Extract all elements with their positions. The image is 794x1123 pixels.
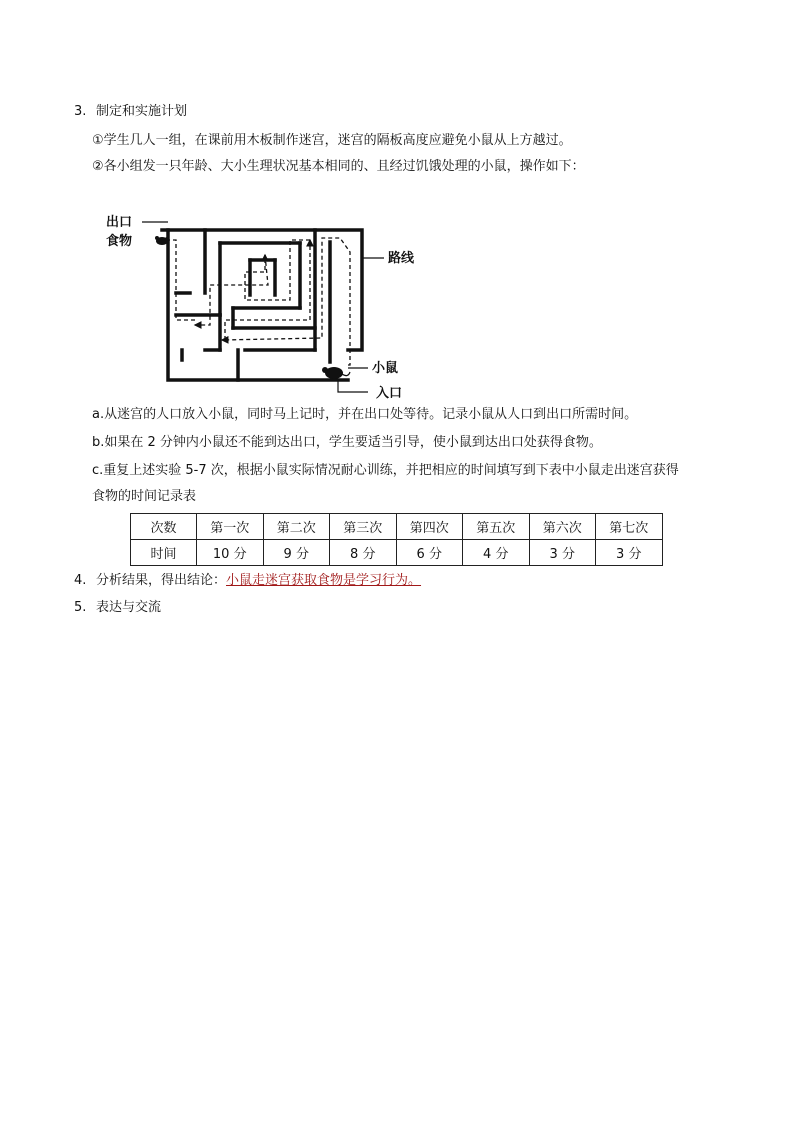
table-cell: 第四次 [396,514,463,540]
operation-c-text-line1: c.重复上述实验 5-7 次，根据小鼠实际情况耐心训练，并把相应的时间填写到下表中小鼠走出迷宫获得 [92,463,679,478]
table-cell: 第三次 [330,514,397,540]
conclusion-text: 小鼠走迷宫获取食物是学习行为。 [226,573,422,588]
section-3-number: 3. [74,104,87,119]
table-cell: 6 分 [396,540,463,566]
section-5-number: 5. [74,600,87,615]
maze-entrance-label: 入口 [376,386,403,400]
table-row [131,540,663,566]
maze-walls [162,230,362,380]
maze-route-path [162,238,350,365]
section-4-text: 分析结果，得出结论： [96,573,227,588]
operation-b-text: b.如果在 2 分钟内小鼠还不能到达出口，学生要适当引导，使小鼠到达出口处获得食物。 [92,435,602,450]
table-row [131,514,663,540]
section-5-title: 表达与交流 [96,600,162,615]
table-cell: 次数 [131,514,197,540]
table-cell: 8 分 [330,540,397,566]
maze-food-label: 食物 [106,234,133,249]
table-cell: 3 分 [529,540,596,566]
table-cell: 3 分 [596,540,663,566]
table-cell: 9 分 [263,540,330,566]
food-icon [155,236,168,245]
table-cell: 时间 [131,540,197,566]
step-2-text: ②各小组发一只年龄、大小生理状况基本相同的、且经过饥饿处理的小鼠，操作如下： [92,159,585,174]
maze-route-label: 路线 [388,251,415,266]
time-record-table [130,513,663,566]
section-3-heading [74,102,187,122]
operation-c-text-line2: 食物的时间记录表 [92,489,197,504]
table-cell: 第七次 [596,514,663,540]
section-4-number: 4. [74,573,87,588]
table-cell: 第一次 [197,514,264,540]
operation-a-text: a.从迷宫的人口放入小鼠，同时马上记时，并在出口处等待。记录小鼠从人口到出口所需时间。 [92,407,638,422]
maze-mouse-label: 小鼠 [372,361,399,376]
table-cell: 4 分 [463,540,530,566]
maze-diagram [100,200,430,400]
section-3-title: 制定和实施计划 [96,104,188,119]
table-cell: 第二次 [263,514,330,540]
table-cell: 第五次 [463,514,530,540]
mouse-icon [322,367,350,379]
section-4-line [74,571,421,591]
section-5-heading [74,598,161,618]
step-1-text: ①学生几人一组，在课前用木板制作迷宫，迷宫的隔板高度应避免小鼠从上方越过。 [92,133,572,148]
table-cell: 10 分 [197,540,264,566]
table-cell: 第六次 [529,514,596,540]
maze-exit-label: 出口 [106,215,133,230]
